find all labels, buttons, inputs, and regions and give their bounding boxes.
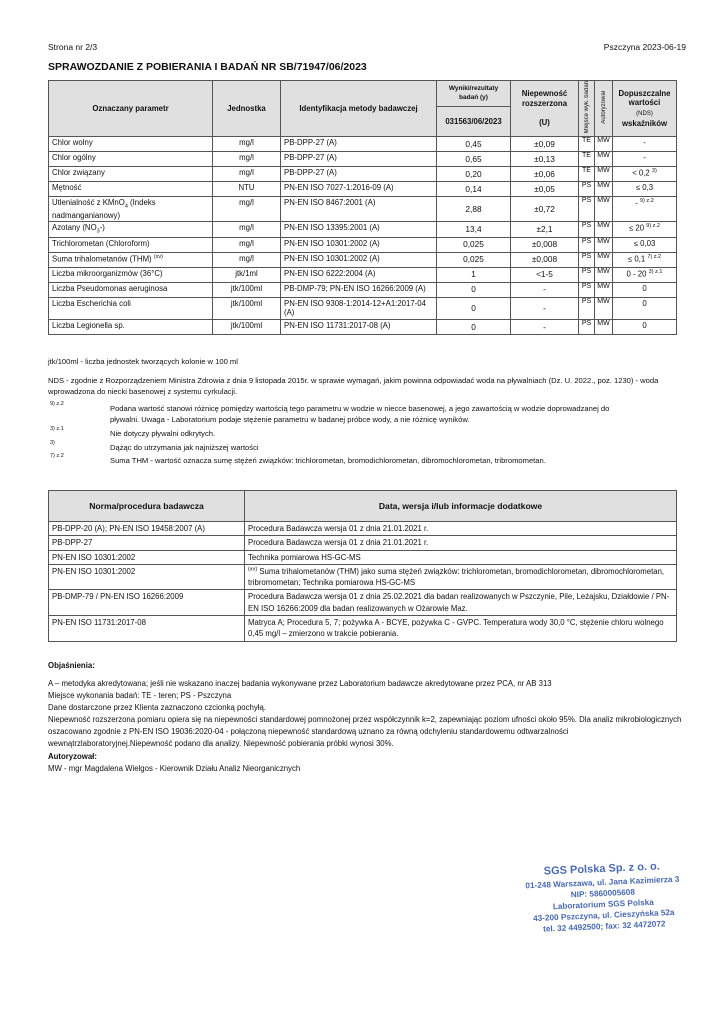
unit-cell: mg/l <box>213 197 281 222</box>
unit-cell: mg/l <box>213 252 281 267</box>
col-norm: Norma/procedura badawcza <box>49 491 245 522</box>
place-cell: PS <box>579 252 595 267</box>
footnote-text: Nie dotyczy pływalni odkrytych. <box>110 429 216 438</box>
limit-cell: ≤ 0,3 <box>613 182 677 197</box>
param-cell: Azotany $(NO_3-)$ <box>49 222 213 237</box>
nds-note: NDS - zgodnie z Rozporządzeniem Ministra Zdrowia z dnia 9 listopada 2015r. w sprawie wymagań, jakim powinna odpowiadać woda na pływalniach (Dz. U. 2022., poz. 1230) - woda wprowadzona do niecki basenowej z systemu cyrkulacji. <box>48 376 659 396</box>
uncertainty-cell: <1-5 <box>511 267 579 282</box>
auth-cell: MW <box>595 237 613 252</box>
param-cell: Liczba Escherichia coli <box>49 297 213 319</box>
place-cell: PS <box>579 197 595 222</box>
auth-cell: MW <box>595 282 613 297</box>
col-limits: Dopuszczalne wartości (NDS) wskaźników <box>613 81 677 137</box>
info-cell: Procedura Badawcza wersja 01 z dnia 21.01.2021 r. <box>245 522 677 536</box>
unit-cell: mg/l <box>213 237 281 252</box>
uncertainty-cell: ±0,06 <box>511 167 579 182</box>
method-cell: PN-EN ISO 9308-1:2014-12+A1:2017-04 (A) <box>281 297 437 319</box>
norm-cell: PN-EN ISO 10301:2002 <box>49 564 245 590</box>
info-cell: Procedura Badawcza wersja 01 z dnia 25.02.2021 dla badan realizowanych w Pszczynie, Pile, Leżajsku, Działdowie / PN-EN ISO 16266:2009 dla badan realizowanych w Ożarowie Maz. <box>245 590 677 616</box>
norm-cell: PB-DPP-20 (A); PN-EN ISO 19458:2007 (A) <box>49 522 245 536</box>
param-sub: 3 <box>96 228 100 235</box>
norm-cell: PN-EN ISO 10301:2002 <box>49 550 245 564</box>
place-cell: TE <box>579 152 595 167</box>
table-row <box>49 536 677 550</box>
table-row <box>49 522 677 536</box>
result-cell: 0,65 <box>437 152 511 167</box>
place-cell: PS <box>579 282 595 297</box>
method-cell: PB-DPP-27 (A) <box>281 137 437 152</box>
table-row <box>49 550 677 564</box>
result-cell: 0,025 <box>437 252 511 267</box>
param-cell: Liczba Legionella sp. <box>49 320 213 335</box>
methods-table <box>48 490 677 642</box>
col-results: Wyniki/rezultaty badań (y) <box>437 81 511 107</box>
table-row <box>49 182 677 197</box>
result-cell: 0 <box>437 297 511 319</box>
table-row <box>49 282 677 297</box>
col-place: Miejsce wyk. badań <box>579 81 595 137</box>
unit-cell: jtk/1ml <box>213 267 281 282</box>
method-cell: PB-DMP-79; PN-EN ISO 16266:2009 (A) <box>281 282 437 297</box>
param-cell: Chlor wolny <box>49 137 213 152</box>
uncertainty-cell: ±0,008 <box>511 237 579 252</box>
limit-cell: < 0,2 $^{3)}$ <box>613 167 677 182</box>
table-row <box>49 267 677 282</box>
place-cell: PS <box>579 267 595 282</box>
info-sup: (xv) <box>248 566 258 573</box>
unit-cell: jtk/100ml <box>213 297 281 319</box>
table-row <box>49 616 677 642</box>
col-sample-id: 031563/06/2023 <box>437 107 511 137</box>
footnote-key: 3) z.1 <box>50 426 64 432</box>
method-cell: PN-EN ISO 11731:2017-08 (A) <box>281 320 437 335</box>
uncertainty-cell: ±2,1 <box>511 222 579 237</box>
place-cell: PS <box>579 222 595 237</box>
param-cell: Suma trihalometanów (THM) $^{(xv)}$ <box>49 252 213 267</box>
stamp-line: tel. 32 4492500; fax: 32 4472072 <box>542 919 666 934</box>
table-row <box>49 152 677 167</box>
stamp-line: 01-248 Warszawa, ul. Jana Kazimierza 3 <box>525 874 680 891</box>
method-cell: PN-EN ISO 6222:2004 (A) <box>281 267 437 282</box>
limit-cell: 0 - 20 $^{3) z.1}$ <box>613 267 677 282</box>
table-row <box>49 590 677 616</box>
explanation-line: Dane dostarczone przez Klienta zaznaczono czcionką pochyłą. <box>48 703 267 713</box>
explanation-line: Niepewność rozszerzona pomiaru opiera się na niepewności standardowej pomnożonej przez współczynnik k=2, zapewniając poziom ufności około 95%. Dla analiz mikrobiologicznych oszacowano zgodnie z PN-EN ISO 19036:2020-04 - połączoną niepewność standardową uznano za równą odchyleniu standardowemu odtwarzalności wewnątrzlaboratoryjnej.Niepewność podano dla analizy. Niepewność pobierania próbki wynosi 30%. <box>48 715 682 749</box>
auth-cell: MW <box>595 252 613 267</box>
method-cell: PB-DPP-27 (A) <box>281 152 437 167</box>
methods-body <box>49 522 677 642</box>
table-row <box>49 252 677 267</box>
place-cell: PS <box>579 320 595 335</box>
footnote-key: 7) z.2 <box>50 453 64 459</box>
param-cell: Chlor ogólny <box>49 152 213 167</box>
uncertainty-cell: - <box>511 297 579 319</box>
footnote-key: 9) z.2 <box>50 401 64 407</box>
limit-sup: 3) z.1 <box>648 268 663 275</box>
table-row <box>49 167 677 182</box>
limit-sup: 9) z.2 <box>640 198 654 205</box>
stamp-line: NIP: 5860005608 <box>570 887 636 900</box>
stamp-line: 43-200 Pszczyna, ul. Cieszyńska 52a <box>532 907 675 924</box>
param-cell: Liczba Pseudomonas aeruginosa <box>49 282 213 297</box>
auth-cell: MW <box>595 137 613 152</box>
limit-sup: 7) z.2 <box>647 253 662 260</box>
limit-cell: ≤ 20 $^{9) z.2}$ <box>613 222 677 237</box>
location-date: Pszczyna 2023-06-19 <box>603 42 686 52</box>
result-cell: 0,20 <box>437 167 511 182</box>
results-table <box>48 80 677 335</box>
method-cell: PN-EN ISO 7027-1:2016-09 (A) <box>281 182 437 197</box>
uncertainty-cell: ±0,09 <box>511 137 579 152</box>
unit-footnote: jtk/100ml - liczba jednostek tworzących kolonie w 100 ml <box>48 357 238 366</box>
param-cell: Utlenialność z KMnO$_4$ (Indeks nadmanganianowy) <box>49 197 213 222</box>
param-cell: Liczba mikroorganizmów (36°C) <box>49 267 213 282</box>
col-unit: Jednostka <box>213 81 281 137</box>
method-cell: PN-EN ISO 10301:2002 (A) <box>281 252 437 267</box>
place-cell: PS <box>579 182 595 197</box>
unit-cell: jtk/100ml <box>213 320 281 335</box>
norm-cell: PB-DPP-27 <box>49 536 245 550</box>
uncertainty-cell: ±0,13 <box>511 152 579 167</box>
stamp-line: SGS Polska Sp. z o. o. <box>543 860 661 878</box>
table-row <box>49 197 677 222</box>
norm-cell: PB-DMP-79 / PN-EN ISO 16266:2009 <box>49 590 245 616</box>
unit-cell: NTU <box>213 182 281 197</box>
place-cell: TE <box>579 137 595 152</box>
limit-cell: 0 <box>613 320 677 335</box>
unit-cell: mg/l <box>213 137 281 152</box>
col-method: Identyfikacja metody badawczej <box>281 81 437 137</box>
method-cell: PN-EN ISO 13395:2001 (A) <box>281 222 437 237</box>
table-row <box>49 320 677 335</box>
norm-cell: PN-EN ISO 11731:2017-08 <box>49 616 245 642</box>
explanations-lines <box>48 678 688 750</box>
result-cell: 0,025 <box>437 237 511 252</box>
col-info: Data, wersja i/lub informacje dodatkowe <box>245 491 677 522</box>
limit-cell: ≤ 0,03 <box>613 237 677 252</box>
col-authorized: Autoryzował <box>595 81 613 137</box>
unit-cell: jtk/100ml <box>213 282 281 297</box>
unit-cell: mg/l <box>213 167 281 182</box>
limit-sup: 3) <box>651 168 657 175</box>
param-cell: Mętność <box>49 182 213 197</box>
limit-cell: - <box>613 137 677 152</box>
method-cell: PN-EN ISO 8467:2001 (A) <box>281 197 437 222</box>
uncertainty-cell: - <box>511 320 579 335</box>
uncertainty-cell: ±0,008 <box>511 252 579 267</box>
limit-cell: 0 <box>613 297 677 319</box>
results-body <box>49 137 677 335</box>
info-cell: $^{(xv)}$ Suma trihalometanów (THM) jako suma stężeń związków: trichlorometan, bromodichlorometan, dibromochlorometan, tribromometan; Technika pomiarowa HS-GC-MS <box>245 564 677 590</box>
table-row <box>49 222 677 237</box>
auth-cell: MW <box>595 267 613 282</box>
place-cell: PS <box>579 237 595 252</box>
footnote-text: Podana wartość stanowi różnicę pomiędzy wartością tego parametru w wodzie w niecce basenowej, a jego zawartością w wodzie doprowadzanej do pływalni. Uwaga - Laboratorium podaje stężenie parametru w badanej próbce wody, a nie różnicę wyników. <box>110 404 610 425</box>
info-cell: Technika pomiarowa HS-GC-MS <box>245 550 677 564</box>
authorized-title: Autoryzował: <box>48 751 97 761</box>
method-cell: PB-DPP-27 (A) <box>281 167 437 182</box>
auth-cell: MW <box>595 320 613 335</box>
limit-sup: 9) z.2 <box>646 223 661 230</box>
method-cell: PN-EN ISO 10301:2002 (A) <box>281 237 437 252</box>
auth-cell: MW <box>595 152 613 167</box>
explanation-line: A – metodyka akredytowana; jeśli nie wskazano inaczej badania wykonywane przez Laboratorium badawcze akredytowane przez PCA, nr AB 313 <box>48 679 552 689</box>
result-cell: 1 <box>437 267 511 282</box>
param-sub: 4 <box>124 203 128 210</box>
footnote-text: Suma THM - wartość oznacza sumę stężeń związków: trichlorometan, bromodichlorometan, dibromochlorometan, tribromometan. <box>110 456 546 465</box>
param-cell: Chlor związany <box>49 167 213 182</box>
unit-cell: mg/l <box>213 152 281 167</box>
page-number: Strona nr 2/3 <box>48 42 98 52</box>
auth-cell: MW <box>595 167 613 182</box>
place-cell: PS <box>579 297 595 319</box>
param-sup: (xv) <box>153 253 163 260</box>
table-row <box>49 564 677 590</box>
table-row <box>49 297 677 319</box>
col-uncertainty: Niepewność rozszerzona (U) <box>511 81 579 137</box>
result-cell: 0 <box>437 282 511 297</box>
result-cell: 2,88 <box>437 197 511 222</box>
auth-cell: MW <box>595 197 613 222</box>
authorized-line: MW - mgr Magdalena Wielgos - Kierownik Działu Analiz Nieorganicznych <box>48 763 301 773</box>
limit-cell: ≤ 0,1 $^{7) z.2}$ <box>613 252 677 267</box>
explanations-title: Objaśnienia: <box>48 661 95 670</box>
unit-cell: mg/l <box>213 222 281 237</box>
result-cell: 0,14 <box>437 182 511 197</box>
company-stamp <box>512 858 695 936</box>
stamp-line: Laboratorium SGS Polska <box>552 897 654 912</box>
limit-cell: - $^{9) z.2}$ <box>613 197 677 222</box>
auth-cell: MW <box>595 222 613 237</box>
info-cell: Matryca A; Procedura 5, 7; pożywka A - BCYE, pożywka C - GVPC. Temperatura wody 30,0 °C, stężenie chloru wolnego 0,45 mg/l – zmierzono w trakcie pobierania. <box>245 616 677 642</box>
result-cell: 13,4 <box>437 222 511 237</box>
info-cell: Procedura Badawcza wersja 01 z dnia 21.01.2021 r. <box>245 536 677 550</box>
limit-cell: - <box>613 152 677 167</box>
auth-cell: MW <box>595 182 613 197</box>
result-cell: 0,45 <box>437 137 511 152</box>
explanations <box>48 660 688 775</box>
place-cell: TE <box>579 167 595 182</box>
limit-cell: 0 <box>613 282 677 297</box>
explanation-line: Miejsce wykonania badań: TE - teren; PS - Pszczyna <box>48 691 232 701</box>
report-title: SPRAWOZDANIE Z POBIERANIA I BADAŃ NR SB/71947/06/2023 <box>48 61 367 73</box>
result-cell: 0 <box>437 320 511 335</box>
footnote-text: Dążąc do utrzymania jak najniższej wartości <box>110 443 259 452</box>
uncertainty-cell: ±0,05 <box>511 182 579 197</box>
col-parameter: Oznaczany parametr <box>49 81 213 137</box>
param-cell: Trichlorometan (Chloroform) <box>49 237 213 252</box>
footnote-key: 3) <box>50 440 55 446</box>
uncertainty-cell: ±0,72 <box>511 197 579 222</box>
uncertainty-cell: - <box>511 282 579 297</box>
table-row <box>49 237 677 252</box>
auth-cell: MW <box>595 297 613 319</box>
table-row <box>49 137 677 152</box>
